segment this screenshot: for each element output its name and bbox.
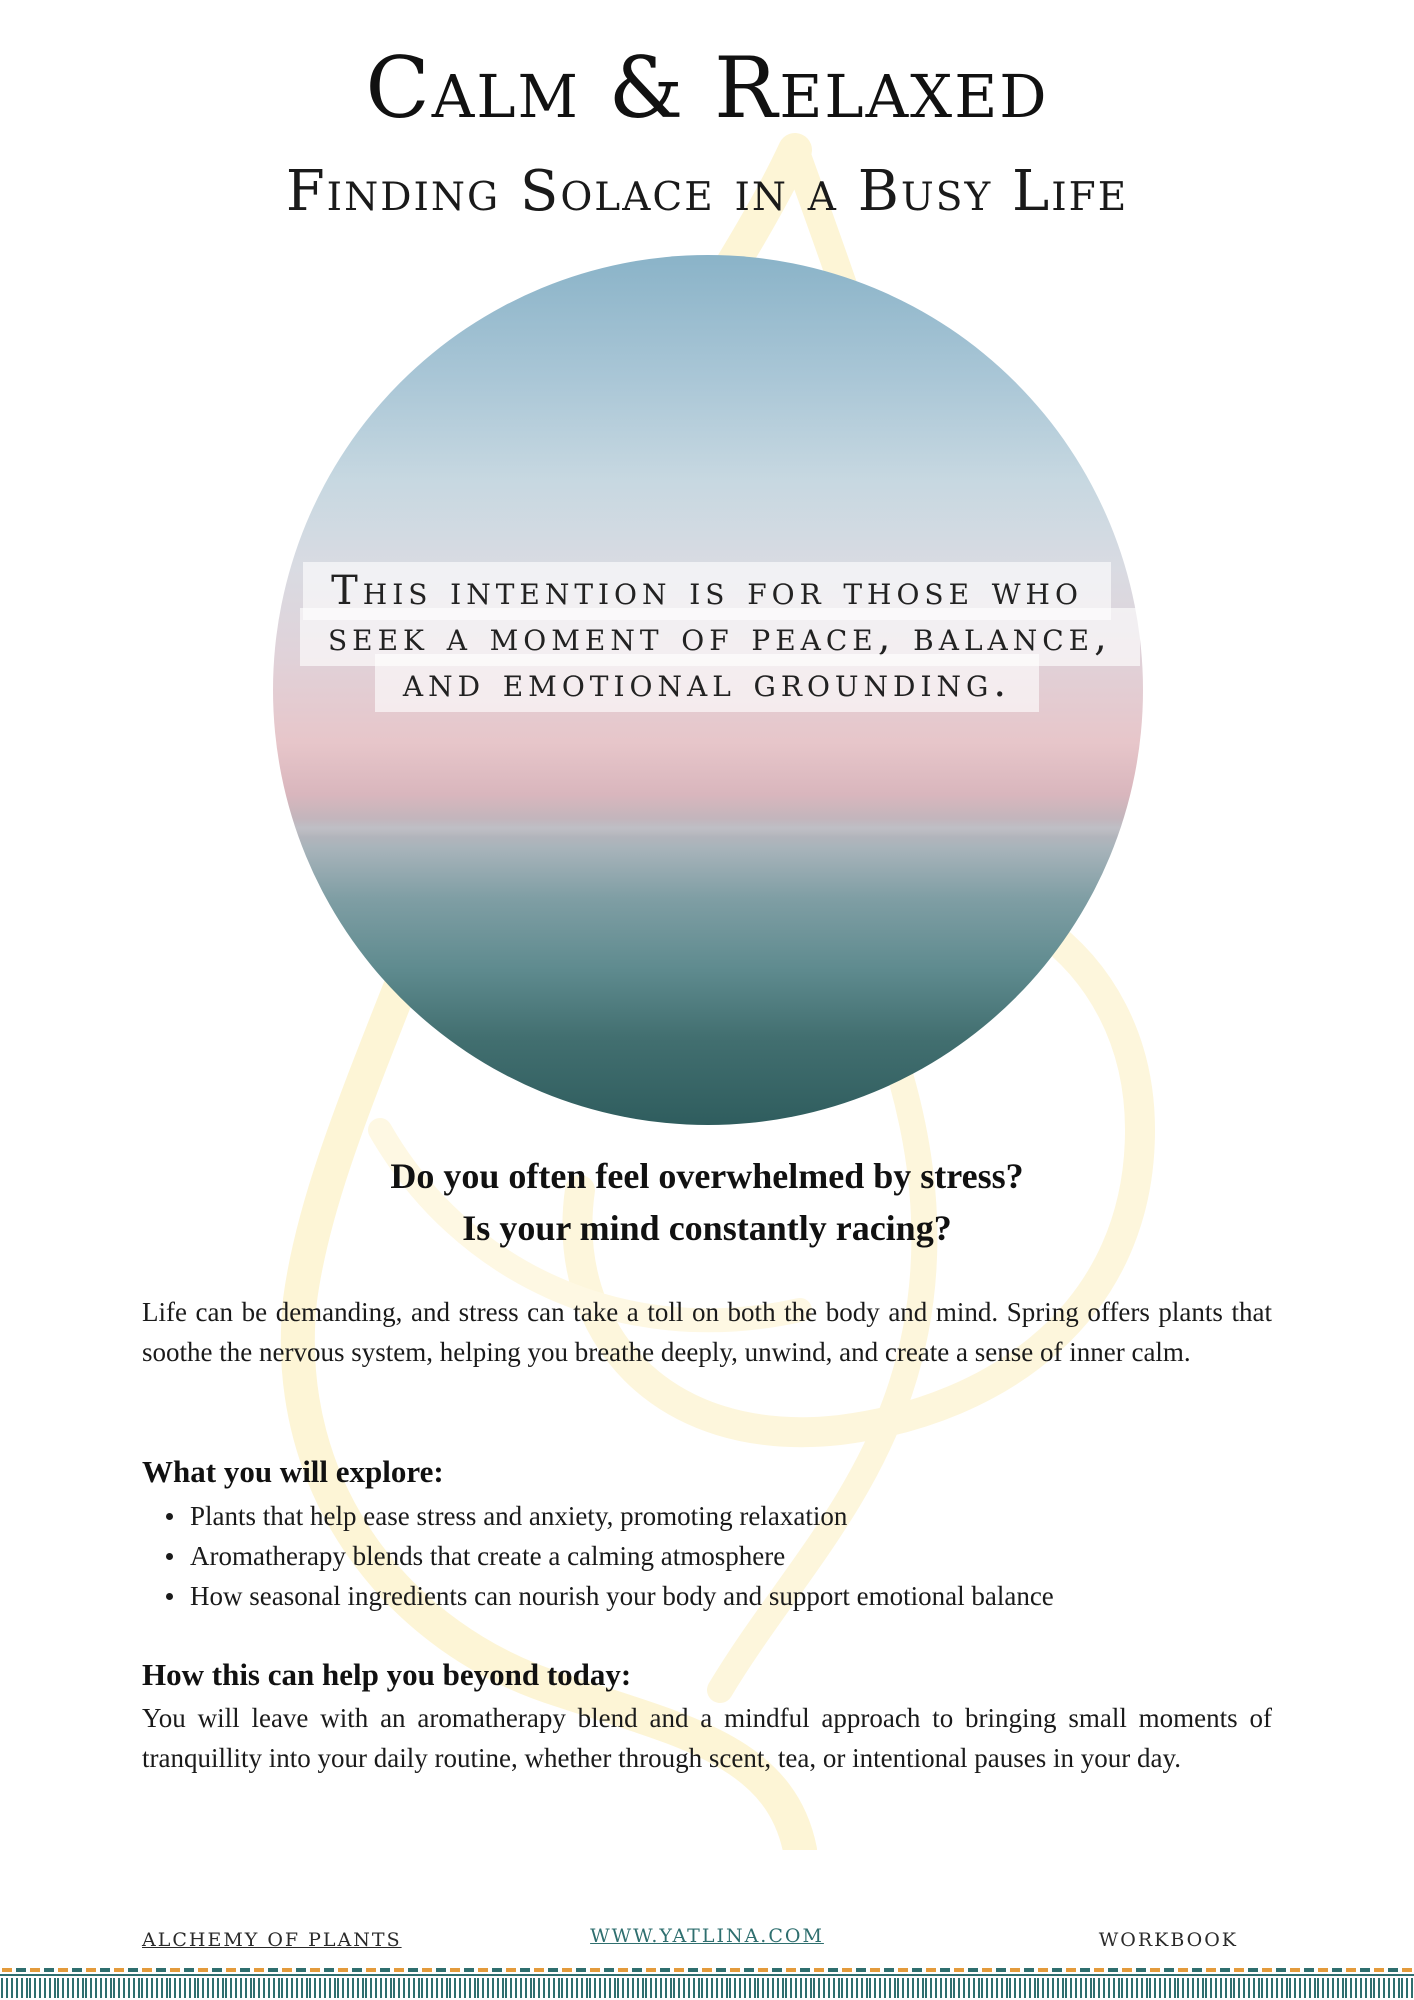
intention-statement: [300, 568, 1114, 706]
beyond-heading: How this can help you beyond today:: [142, 1657, 632, 1692]
question-stress: Do you often feel overwhelmed by stress?: [390, 1156, 1024, 1196]
intro-questions: [0, 1150, 1414, 1254]
intro-paragraph: Life can be demanding, and stress can take a toll on both the body and mind. Spring offers plants that soothe the nervous system, helping you breathe deeply, unwind, and create a sense of inner calm.: [142, 1297, 1272, 1367]
horizon-line: [273, 819, 1143, 837]
list-item: Plants that help ease stress and anxiety, promoting relaxation: [190, 1496, 1320, 1536]
page-subtitle: Finding Solace in a Busy Life: [285, 159, 1129, 224]
question-racing: Is your mind constantly racing?: [462, 1208, 952, 1248]
list-item: How seasonal ingredients can nourish your body and support emotional balance: [190, 1576, 1320, 1616]
explore-heading: What you will explore:: [142, 1454, 444, 1489]
beyond-paragraph: You will leave with an aromatherapy blend and a mindful approach to bringing small moments of tranquillity into your daily routine, whether through scent, tea, or intentional pauses in your day.: [142, 1703, 1272, 1773]
footer-website-link[interactable]: WWW.YATLINA.COM: [590, 1925, 824, 1947]
decorative-border: [0, 1966, 1414, 2000]
list-item: Aromatherapy blends that create a calming atmosphere: [190, 1536, 1320, 1576]
page-title: Calm & Relaxed: [365, 39, 1049, 137]
explore-list: [142, 1496, 1320, 1616]
footer-brand: ALCHEMY OF PLANTS: [142, 1929, 402, 1951]
intention-text: This intention is for those who seek a moment of peace, balance, and emotional grounding.: [300, 562, 1140, 712]
footer-workbook-label: WORKBOOK: [1098, 1929, 1238, 1951]
